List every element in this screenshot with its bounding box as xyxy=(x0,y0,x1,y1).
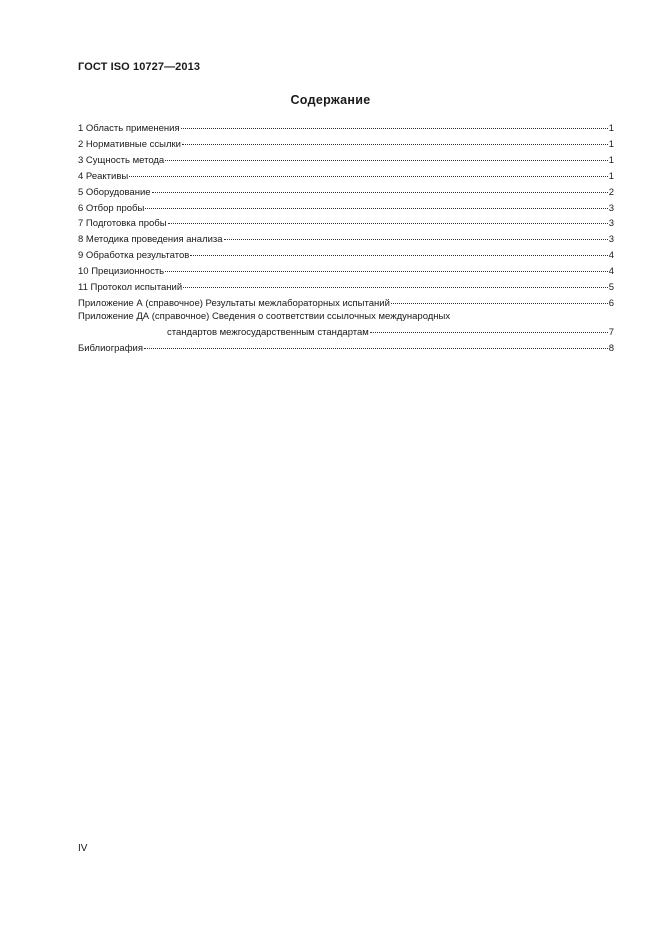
toc-entry-page: 1 xyxy=(608,123,614,134)
toc-entry-label: 3 Сущность метода xyxy=(78,154,165,166)
toc-entry-page: 1 xyxy=(608,154,614,166)
toc-entry-page: 4 xyxy=(608,250,614,262)
toc-leader xyxy=(391,293,608,304)
table-of-contents xyxy=(78,120,614,356)
toc-leader xyxy=(224,229,608,240)
toc-entry-page: 3 xyxy=(608,202,614,214)
toc-entry-label: 5 Оборудование xyxy=(78,186,151,198)
toc-leader xyxy=(144,338,608,349)
toc-entry-label-line2: стандартов межгосударственным стандартам xyxy=(167,326,369,338)
toc-entry-bibliography[interactable] xyxy=(78,340,614,356)
toc-entry-label: 6 Отбор пробы xyxy=(78,202,145,214)
toc-entry-page: 7 xyxy=(608,326,614,338)
toc-entry-page: 3 xyxy=(608,218,614,230)
toc-entry-label: Библиография xyxy=(78,342,143,354)
toc-leader xyxy=(145,198,607,209)
toc-entry-page: 1 xyxy=(608,138,614,150)
toc-leader xyxy=(165,150,607,161)
toc-entry-page: 8 xyxy=(608,342,614,354)
toc-entry-page: 1 xyxy=(608,170,614,182)
toc-leader xyxy=(370,322,608,333)
toc-entry-appendix-da[interactable] xyxy=(78,311,614,340)
toc-leader xyxy=(181,118,608,129)
toc-entry-label: Приложение А (справочное) Результаты межлабораторных испытаний xyxy=(78,297,390,309)
toc-leader xyxy=(129,166,607,177)
toc-entry-label: 9 Обработка результатов xyxy=(78,250,190,262)
toc-entry-label: 4 Реактивы xyxy=(78,170,129,182)
toc-leader xyxy=(152,182,608,193)
toc-leader xyxy=(165,261,608,272)
toc-leader xyxy=(190,245,607,256)
toc-entry-label: 8 Методика проведения анализа xyxy=(78,234,223,246)
toc-entry-label: 1 Область применения xyxy=(78,123,180,134)
toc-entry-page: 4 xyxy=(608,266,614,278)
toc-title: Содержание xyxy=(290,93,371,107)
toc-entry-label: 7 Подготовка пробы xyxy=(78,218,167,230)
toc-entry-appendix-a[interactable] xyxy=(78,295,614,311)
toc-entry-page: 3 xyxy=(608,234,614,246)
toc-entry-page: 6 xyxy=(608,297,614,309)
page-number: IV xyxy=(78,843,88,854)
toc-entry-label: 10 Прецизионность xyxy=(78,266,165,278)
toc-entry-label: 2 Нормативные ссылки xyxy=(78,138,181,150)
toc-entry-label: 11 Протокол испытаний xyxy=(78,282,183,294)
toc-entry-page: 2 xyxy=(608,186,614,198)
toc-leader xyxy=(182,134,608,145)
toc-leader xyxy=(183,277,608,288)
toc-leader xyxy=(168,213,608,224)
document-header: ГОСТ ISO 10727—2013 xyxy=(78,61,201,73)
toc-entry-page: 5 xyxy=(608,282,614,294)
toc-entry-label-line1: Приложение ДА (справочное) Сведения о соответствии ссылочных международных xyxy=(78,310,451,322)
